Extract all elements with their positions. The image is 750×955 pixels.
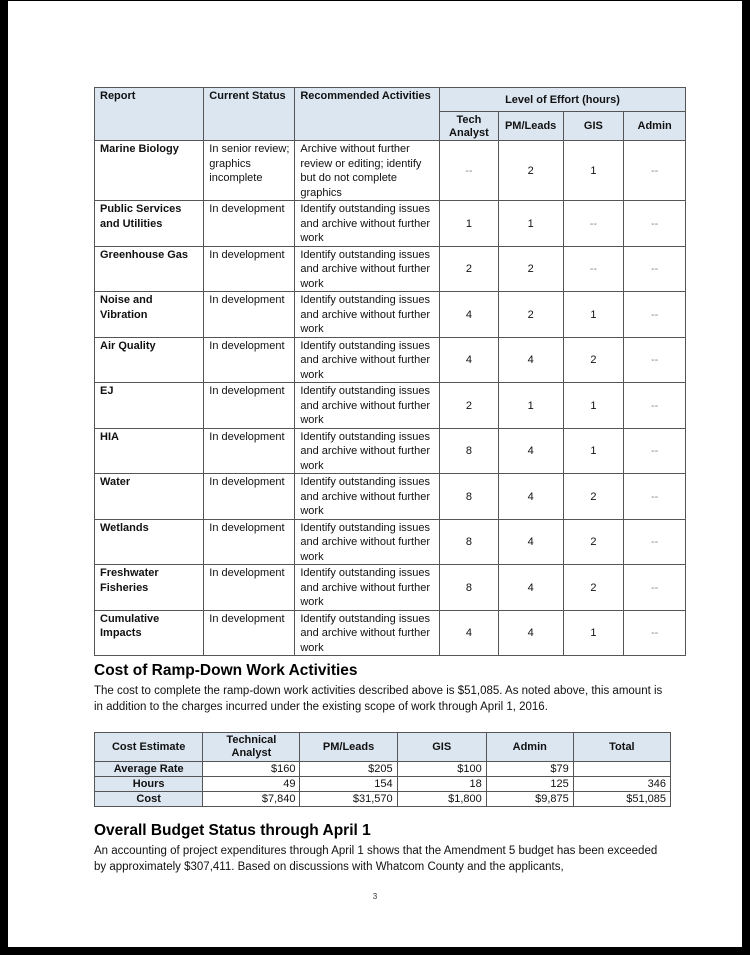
admin-hours-cell: -- [624,201,686,247]
pm-leads-hours-cell: 4 [498,565,563,611]
cost-header-pm-leads: PM/Leads [300,733,397,762]
gis-hours-cell: 2 [563,337,624,383]
status-cell: In development [204,519,295,565]
budget-section-body: An accounting of project expenditures through April 1 shows that the Amendment 5 budget has been exceeded by approximately $307,411. Based on discussions with Whatcom County and the applicants, [94,845,658,873]
cost-value-cell: $31,570 [300,792,397,807]
header-level-of-effort: Level of Effort (hours) [440,88,686,112]
activities-cell: Identify outstanding issues and archive without further work [295,474,440,520]
tech-analyst-hours-cell: 2 [440,246,499,292]
pm-leads-hours-cell: 2 [498,292,563,338]
table-row [95,201,686,247]
pm-leads-hours-cell: 4 [498,474,563,520]
gis-hours-cell: 1 [563,141,624,201]
pm-leads-hours-cell: 1 [498,383,563,429]
cost-section-heading: Cost of Ramp-Down Work Activities [94,662,358,679]
cost-header-gis: GIS [397,733,486,762]
cost-value-cell [573,762,670,777]
table-row [95,141,686,201]
cost-row-label: Hours [95,777,203,792]
report-name-cell: Cumulative Impacts [95,610,204,656]
report-name-cell: Public Services and Utilities [95,201,204,247]
header-gis: GIS [563,112,624,141]
table-row [95,337,686,383]
cost-value-cell: $1,800 [397,792,486,807]
table-row [95,565,686,611]
status-cell: In development [204,610,295,656]
gis-hours-cell: 1 [563,428,624,474]
cost-value-cell: $79 [486,762,573,777]
pm-leads-hours-cell: 4 [498,337,563,383]
tech-analyst-hours-cell: 8 [440,474,499,520]
header-pm-leads: PM/Leads [498,112,563,141]
cost-value-cell: $7,840 [203,792,300,807]
report-name-cell: EJ [95,383,204,429]
cost-estimate-table [94,732,671,807]
report-name-cell: Marine Biology [95,141,204,201]
activities-cell: Identify outstanding issues and archive without further work [295,246,440,292]
gis-hours-cell: 1 [563,383,624,429]
status-cell: In development [204,428,295,474]
cost-value-cell: $160 [203,762,300,777]
admin-hours-cell: -- [624,292,686,338]
tech-analyst-hours-cell: 4 [440,610,499,656]
cost-value-cell: 125 [486,777,573,792]
gis-hours-cell: -- [563,201,624,247]
pm-leads-hours-cell: 2 [498,141,563,201]
activities-cell: Archive without further review or editing; identify but do not complete graphics [295,141,440,201]
cost-value-cell: $51,085 [573,792,670,807]
gis-hours-cell: 2 [563,565,624,611]
cost-value-cell: 49 [203,777,300,792]
status-cell: In development [204,383,295,429]
cost-row-label: Cost [95,792,203,807]
table-row [95,519,686,565]
cost-header-total: Total [573,733,670,762]
report-name-cell: Air Quality [95,337,204,383]
activities-cell: Identify outstanding issues and archive without further work [295,201,440,247]
table-row [95,246,686,292]
table-row [95,777,671,792]
cost-value-cell: $9,875 [486,792,573,807]
report-name-cell: HIA [95,428,204,474]
admin-hours-cell: -- [624,337,686,383]
header-report: Report [95,88,204,141]
gis-hours-cell: -- [563,246,624,292]
table-row [95,428,686,474]
header-current-status: Current Status [204,88,295,141]
activities-cell: Identify outstanding issues and archive without further work [295,383,440,429]
table-row [95,610,686,656]
document-page [8,1,742,947]
status-cell: In development [204,565,295,611]
admin-hours-cell: -- [624,383,686,429]
status-cell: In development [204,246,295,292]
gis-hours-cell: 2 [563,519,624,565]
pm-leads-hours-cell: 4 [498,519,563,565]
activities-cell: Identify outstanding issues and archive without further work [295,337,440,383]
status-cell: In development [204,337,295,383]
cost-value-cell: 346 [573,777,670,792]
report-name-cell: Greenhouse Gas [95,246,204,292]
admin-hours-cell: -- [624,610,686,656]
report-name-cell: Freshwater Fisheries [95,565,204,611]
cost-header-admin: Admin [486,733,573,762]
table-row [95,792,671,807]
report-name-cell: Noise and Vibration [95,292,204,338]
admin-hours-cell: -- [624,519,686,565]
admin-hours-cell: -- [624,474,686,520]
tech-analyst-hours-cell: 1 [440,201,499,247]
admin-hours-cell: -- [624,246,686,292]
activities-cell: Identify outstanding issues and archive without further work [295,428,440,474]
activities-cell: Identify outstanding issues and archive without further work [295,565,440,611]
table-row [95,474,686,520]
activities-cell: Identify outstanding issues and archive without further work [295,610,440,656]
status-cell: In development [204,474,295,520]
status-cell: In development [204,292,295,338]
cost-section-body: The cost to complete the ramp-down work activities described above is $51,085. As noted above, this amount is in addition to the charges incurred under the existing scope of work through April 1, 2016. [94,685,663,713]
cost-value-cell: $205 [300,762,397,777]
level-of-effort-table [94,87,686,656]
header-tech-analyst: Tech Analyst [440,112,499,141]
pm-leads-hours-cell: 1 [498,201,563,247]
activities-cell: Identify outstanding issues and archive without further work [295,292,440,338]
pm-leads-hours-cell: 4 [498,428,563,474]
tech-analyst-hours-cell: 8 [440,565,499,611]
tech-analyst-hours-cell: 8 [440,519,499,565]
tech-analyst-hours-cell: 2 [440,383,499,429]
budget-section-heading: Overall Budget Status through April 1 [94,822,371,839]
tech-analyst-hours-cell: -- [440,141,499,201]
status-cell: In development [204,201,295,247]
cost-header-technical-analyst: Technical Analyst [203,733,300,762]
gis-hours-cell: 1 [563,610,624,656]
cost-header-cost-estimate: Cost Estimate [95,733,203,762]
report-name-cell: Wetlands [95,519,204,565]
cost-value-cell: $100 [397,762,486,777]
activities-cell: Identify outstanding issues and archive without further work [295,519,440,565]
report-name-cell: Water [95,474,204,520]
cost-value-cell: 154 [300,777,397,792]
tech-analyst-hours-cell: 8 [440,428,499,474]
admin-hours-cell: -- [624,141,686,201]
tech-analyst-hours-cell: 4 [440,337,499,383]
pm-leads-hours-cell: 4 [498,610,563,656]
table-row [95,762,671,777]
gis-hours-cell: 2 [563,474,624,520]
gis-hours-cell: 1 [563,292,624,338]
table-row [95,292,686,338]
admin-hours-cell: -- [624,428,686,474]
cost-value-cell: 18 [397,777,486,792]
admin-hours-cell: -- [624,565,686,611]
page-number: 3 [372,892,378,901]
tech-analyst-hours-cell: 4 [440,292,499,338]
table-row [95,383,686,429]
pm-leads-hours-cell: 2 [498,246,563,292]
header-admin: Admin [624,112,686,141]
status-cell: In senior review; graphics incomplete [204,141,295,201]
header-recommended-activities: Recommended Activities [295,88,440,141]
cost-row-label: Average Rate [95,762,203,777]
